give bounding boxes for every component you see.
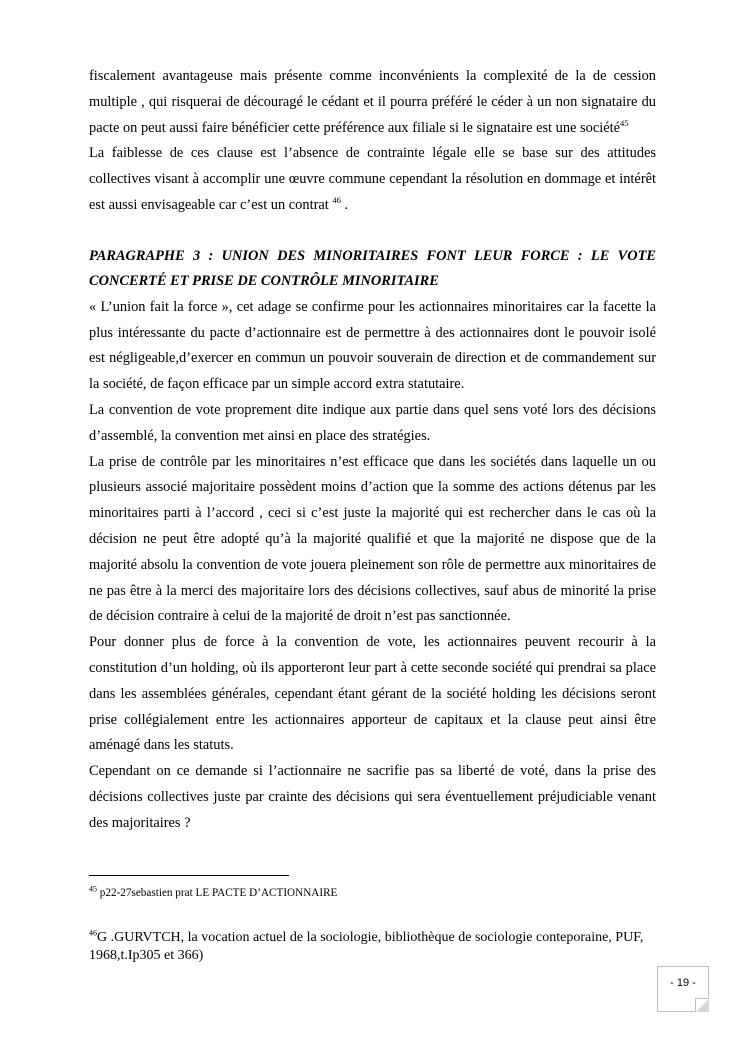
body-text bbox=[89, 64, 656, 837]
footnote-text: G .GURVTCH, la vocation actuel de la sociologie, bibliothèque de sociologie conteporaine, PUF, 1968,t.Ip305 et 366) bbox=[89, 930, 644, 963]
paragraph: La convention de vote proprement dite indique aux partie dans quel sens voté lors des décisions d’assemblé, la convention met ainsi en place des stratégies. bbox=[89, 401, 656, 444]
heading-line: PARAGRAPHE 3 : UNION DES MINORITAIRES FONT LEUR FORCE : LE VOTE bbox=[89, 247, 656, 264]
footnote-text: p22-27sebastien prat LE PACTE D’ACTIONNAIRE bbox=[97, 887, 338, 899]
footnote bbox=[89, 929, 659, 965]
footnote-number: 46 bbox=[89, 928, 97, 938]
paragraph: Pour donner plus de force à la convention de vote, les actionnaires peuvent recourir à la constitution d’un holding, où ils apporteront leur part à cette seconde société qui prendrai sa place dans les assemblées générales, cependant étant gérant de la société holding les décisions seront prise collégialement entre les actionnaires apporteur de capitaux et la clause peut ainsi être aménagé dans les statuts. bbox=[89, 634, 656, 754]
page-curl-icon bbox=[695, 998, 709, 1012]
paragraph: Cependant on ce demande si l’actionnaire ne sacrifie pas sa liberté de voté, dans la prise des décisions collectives juste par crainte des décisions qui sera éventuellement préjudiciable venant des majoritaires ? bbox=[89, 763, 656, 831]
footnote-separator bbox=[89, 875, 289, 876]
page-number-box bbox=[657, 966, 709, 1012]
paragraph bbox=[89, 141, 656, 218]
page-number: - 19 - bbox=[670, 977, 696, 989]
heading-line: CONCERTÉ ET PRISE DE CONTRÔLE MINORITAIRE bbox=[89, 273, 439, 290]
footnote-number: 45 bbox=[89, 884, 97, 894]
paragraph-text: . bbox=[340, 196, 349, 213]
footnote-ref[interactable]: 46 bbox=[332, 195, 341, 206]
footnote-ref[interactable]: 45 bbox=[620, 117, 629, 128]
paragraph: « L’union fait la force », cet adage se confirme pour les actionnaires minoritaires car la facette la plus intéressante du pacte d’actionnaire est de permettre à des actionnaires dont le pouvoir isolé est négligeable,d’exercer en commun un pouvoir souverain de direction et de commandement sur la société, de façon efficace par un simple accord extra statutaire. bbox=[89, 298, 656, 393]
paragraph bbox=[89, 64, 656, 141]
footnote bbox=[89, 885, 659, 901]
section-heading bbox=[89, 244, 656, 295]
paragraph-text: La faiblesse de ces clause est l’absence de contrainte légale elle se base sur des attitudes collectives visant à accomplir une œuvre commune cependant la résolution en dommage et intérêt est aussi envisageable car c’est un contrat bbox=[89, 145, 656, 213]
paragraph-text: fiscalement avantageuse mais présente comme inconvénients la complexité de la de cession multiple , qui risquerai de découragé le cédant et il pourra préféré le céder à un non signataire du pacte on peut aussi faire bénéficier cette préférence aux filiale si le signataire est une société bbox=[89, 68, 656, 136]
paragraph: La prise de contrôle par les minoritaires n’est efficace que dans les sociétés dans laquelle un ou plusieurs associé majoritaire possèdent moins d’action que la somme des actions détenus par les minoritaires parti à l’accord , ceci si c’est juste la majorité qui est rechercher dans le cas où la décision ne peut être adopté qu’à la majorité qualifié et que la majorité ne dispose que de la majorité absolu la convention de vote jouera pleinement son rôle de permettre aux minoritaires de ne pas être à la merci des majoritaire lors des décisions collectives, sauf abus de minorité la prise de décision contraire à celui de la majorité de droit n’est pas sanctionnée. bbox=[89, 453, 656, 625]
